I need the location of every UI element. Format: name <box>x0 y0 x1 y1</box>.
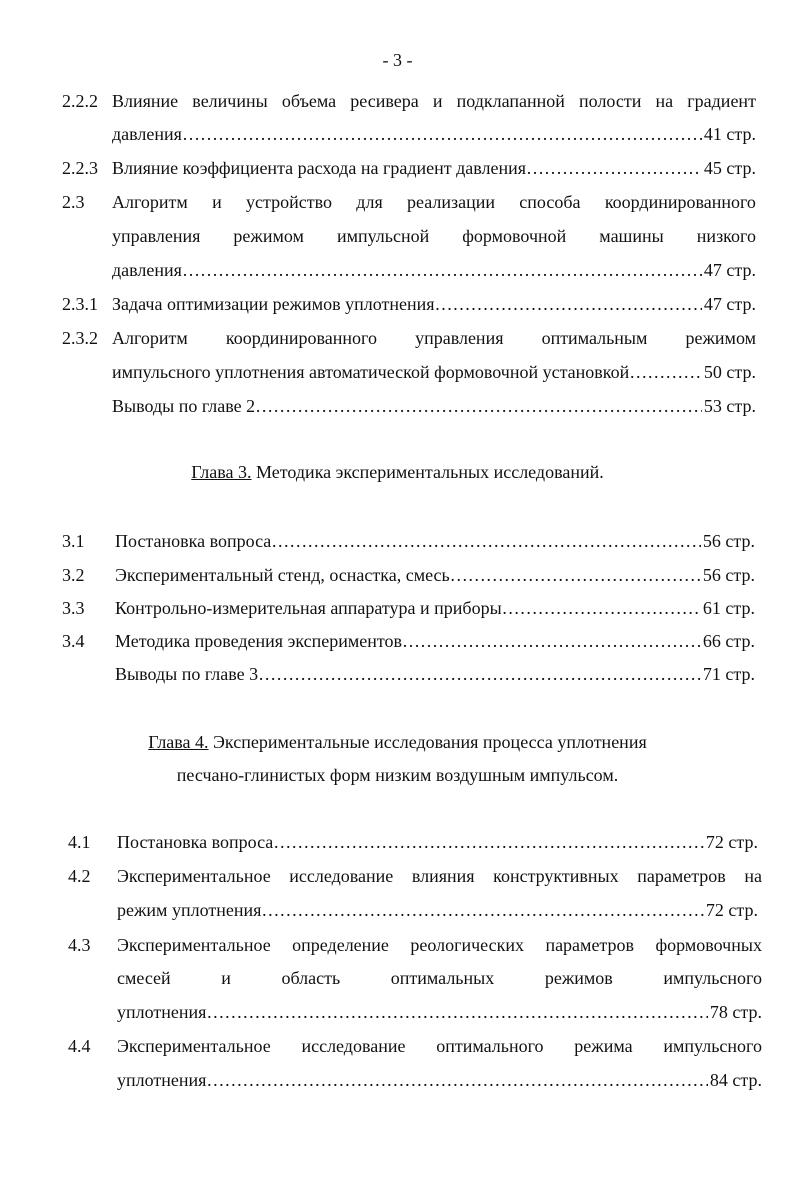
toc-entry-title: Выводы по главе 2 <box>112 396 256 416</box>
toc-page-ref: 45 стр. <box>703 158 756 178</box>
toc-word: Влияние <box>112 91 179 111</box>
toc-entry-title: давления <box>112 124 182 144</box>
toc-page-ref: 53 стр. <box>703 396 756 416</box>
toc-entry-title: Экспериментальный стенд, оснастка, смесь <box>115 565 450 585</box>
dot-leader <box>261 899 704 921</box>
toc-word: импульсной <box>336 226 430 246</box>
chapter-4-title-line1: Экспериментальные исследования процесса уплотнения <box>208 732 647 752</box>
toc-word: параметров <box>545 935 635 955</box>
toc-word: влияния <box>411 866 475 886</box>
toc-entry-title: Постановка вопроса <box>117 832 274 852</box>
toc-page-ref: 78 стр. <box>709 1002 762 1022</box>
toc-word: формовочных <box>655 935 762 955</box>
toc-page-ref: 71 стр. <box>702 664 755 684</box>
toc-word: оптимальным <box>541 328 648 348</box>
toc-word: определение <box>292 935 389 955</box>
dot-leader <box>182 123 702 145</box>
toc-entry-leader-line[interactable] <box>115 630 755 652</box>
toc-entry-number: 3.1 <box>62 531 85 551</box>
toc-entry-leader-line[interactable] <box>117 1069 762 1091</box>
toc-entry-title-line <box>117 967 762 989</box>
toc-word: низкого <box>696 226 756 246</box>
toc-word: машины <box>599 226 664 246</box>
toc-word: Экспериментальное <box>117 866 271 886</box>
toc-word: импульсного <box>663 968 762 988</box>
toc-word: область <box>281 968 341 988</box>
toc-page-ref: 61 стр. <box>702 598 755 618</box>
toc-entry-title: Контрольно-измерительная аппаратура и приборы <box>115 598 502 618</box>
toc-page-ref: 84 стр. <box>709 1070 762 1090</box>
toc-entry-title: Задача оптимизации режимов уплотнения <box>112 294 435 314</box>
toc-page-ref: 47 стр. <box>703 294 756 314</box>
toc-entry-title-line <box>112 90 756 112</box>
toc-word: режимом <box>233 226 304 246</box>
toc-page-ref: 56 стр. <box>702 531 755 551</box>
toc-word: параметров <box>637 866 726 886</box>
toc-entry-number: 4.2 <box>68 866 91 886</box>
toc-word: управления <box>112 226 201 246</box>
toc-page-ref: 72 стр. <box>705 900 758 920</box>
chapter-4-label: Глава 4. <box>148 732 209 752</box>
toc-word: режимов <box>544 968 613 988</box>
toc-entry-title-line <box>112 327 756 349</box>
chapter-3-title: Методика экспериментальных исследований. <box>251 462 604 482</box>
toc-word: величины <box>192 91 268 111</box>
toc-entry-number: 4.1 <box>68 832 91 852</box>
toc-entry-title-line <box>117 865 762 887</box>
toc-word: на <box>744 866 762 886</box>
toc-entry-leader-line[interactable] <box>115 530 755 552</box>
toc-word: и <box>432 91 443 111</box>
toc-word: исследование <box>289 866 394 886</box>
toc-entry-number: 2.3 <box>62 192 85 212</box>
dot-leader <box>402 630 701 652</box>
toc-page-ref: 41 стр. <box>703 124 756 144</box>
toc-word: координированного <box>225 328 377 348</box>
toc-word: градиент <box>687 91 756 111</box>
toc-entry-number: 4.3 <box>68 935 91 955</box>
dot-leader <box>502 597 701 619</box>
toc-entry-title-line <box>112 225 756 247</box>
toc-entry-title-line <box>112 191 756 213</box>
chapter-4-heading-line2: песчано-глинистых форм низким воздушным импульсом. <box>176 765 619 785</box>
toc-entry-number: 2.2.3 <box>62 158 98 178</box>
toc-word: полости <box>579 91 642 111</box>
toc-word: и <box>212 192 222 212</box>
toc-entry-title: режим уплотнения <box>117 900 262 920</box>
toc-entry-title: давления <box>112 260 182 280</box>
toc-word: управления <box>415 328 504 348</box>
dot-leader <box>258 663 701 685</box>
toc-page-ref: 47 стр. <box>703 260 756 280</box>
toc-word: ресивера <box>350 91 419 111</box>
toc-entry-title: импульсного уплотнения автоматической формовочной установкой <box>112 362 630 382</box>
toc-word: устройство <box>246 192 332 212</box>
toc-word: на <box>655 91 674 111</box>
toc-word: реологических <box>410 935 524 955</box>
toc-entry-leader-line[interactable] <box>117 1001 762 1023</box>
toc-page-ref: 50 стр. <box>703 362 756 382</box>
chapter-3-label: Глава 3. <box>191 462 252 482</box>
toc-word: формовочной <box>462 226 567 246</box>
toc-entry-title: Методика проведения экспериментов <box>115 631 402 651</box>
toc-word: оптимальных <box>390 968 495 988</box>
toc-word: координированного <box>604 192 756 212</box>
dot-leader <box>450 564 701 586</box>
toc-page-ref: 72 стр. <box>705 832 758 852</box>
dot-leader <box>271 530 701 552</box>
toc-entry-leader-line[interactable] <box>112 293 756 315</box>
toc-word: Алгоритм <box>112 328 188 348</box>
toc-entry-leader-line[interactable] <box>117 899 758 921</box>
chapter-3-heading <box>0 461 795 483</box>
dot-leader <box>629 361 702 383</box>
toc-word: Экспериментальное <box>117 935 271 955</box>
toc-word: Экспериментальное <box>117 1036 271 1056</box>
toc-entry-leader-line[interactable] <box>115 564 755 586</box>
toc-word: способа <box>519 192 581 212</box>
toc-entry-title: Влияние коэффициента расхода на градиент давления <box>112 158 527 178</box>
chapter-4-heading <box>0 731 795 753</box>
dot-leader <box>255 395 702 417</box>
dot-leader <box>435 293 702 315</box>
toc-word: режима <box>574 1036 633 1056</box>
toc-entry-leader-line[interactable] <box>112 259 756 281</box>
toc-entry-leader-line[interactable] <box>112 395 756 417</box>
toc-page-ref: 56 стр. <box>702 565 755 585</box>
toc-word: смесей <box>117 968 171 988</box>
toc-word: конструктивных <box>493 866 619 886</box>
dot-leader <box>206 1069 708 1091</box>
toc-entry-title: уплотнения <box>117 1070 207 1090</box>
toc-word: Алгоритм <box>112 192 188 212</box>
toc-word: реализации <box>407 192 495 212</box>
toc-entry-title-line <box>117 934 762 956</box>
toc-entry-leader-line[interactable] <box>117 831 758 853</box>
toc-entry-title: Постановка вопроса <box>115 531 272 551</box>
toc-word: для <box>356 192 383 212</box>
toc-entry-title: уплотнения <box>117 1002 207 1022</box>
toc-entry-number: 3.2 <box>62 565 85 585</box>
toc-entry-leader-line[interactable] <box>115 597 755 619</box>
toc-entry-number: 2.3.1 <box>62 294 98 314</box>
dot-leader <box>526 157 702 179</box>
toc-word: объема <box>281 91 337 111</box>
toc-entry-title-line <box>117 1035 762 1057</box>
toc-word: оптимального <box>436 1036 544 1056</box>
toc-page-ref: 66 стр. <box>702 631 755 651</box>
dot-leader <box>206 1001 708 1023</box>
toc-entry-number: 3.4 <box>62 631 85 651</box>
toc-entry-leader-line[interactable] <box>112 157 756 179</box>
toc-word: режимом <box>685 328 756 348</box>
toc-entry-title: Выводы по главе 3 <box>115 664 259 684</box>
toc-entry-leader-line[interactable] <box>115 663 755 685</box>
dot-leader <box>273 831 704 853</box>
toc-entry-leader-line[interactable] <box>112 123 756 145</box>
toc-entry-number: 3.3 <box>62 598 85 618</box>
toc-word: исследование <box>301 1036 406 1056</box>
toc-entry-leader-line[interactable] <box>112 361 756 383</box>
toc-entry-number: 4.4 <box>68 1036 91 1056</box>
dot-leader <box>182 259 702 281</box>
toc-word: подклапанной <box>456 91 565 111</box>
toc-word: импульсного <box>663 1036 762 1056</box>
toc-entry-number: 2.2.2 <box>62 91 98 111</box>
toc-entry-number: 2.3.2 <box>62 328 98 348</box>
page-number: - 3 - <box>382 50 413 70</box>
toc-word: и <box>221 968 231 988</box>
